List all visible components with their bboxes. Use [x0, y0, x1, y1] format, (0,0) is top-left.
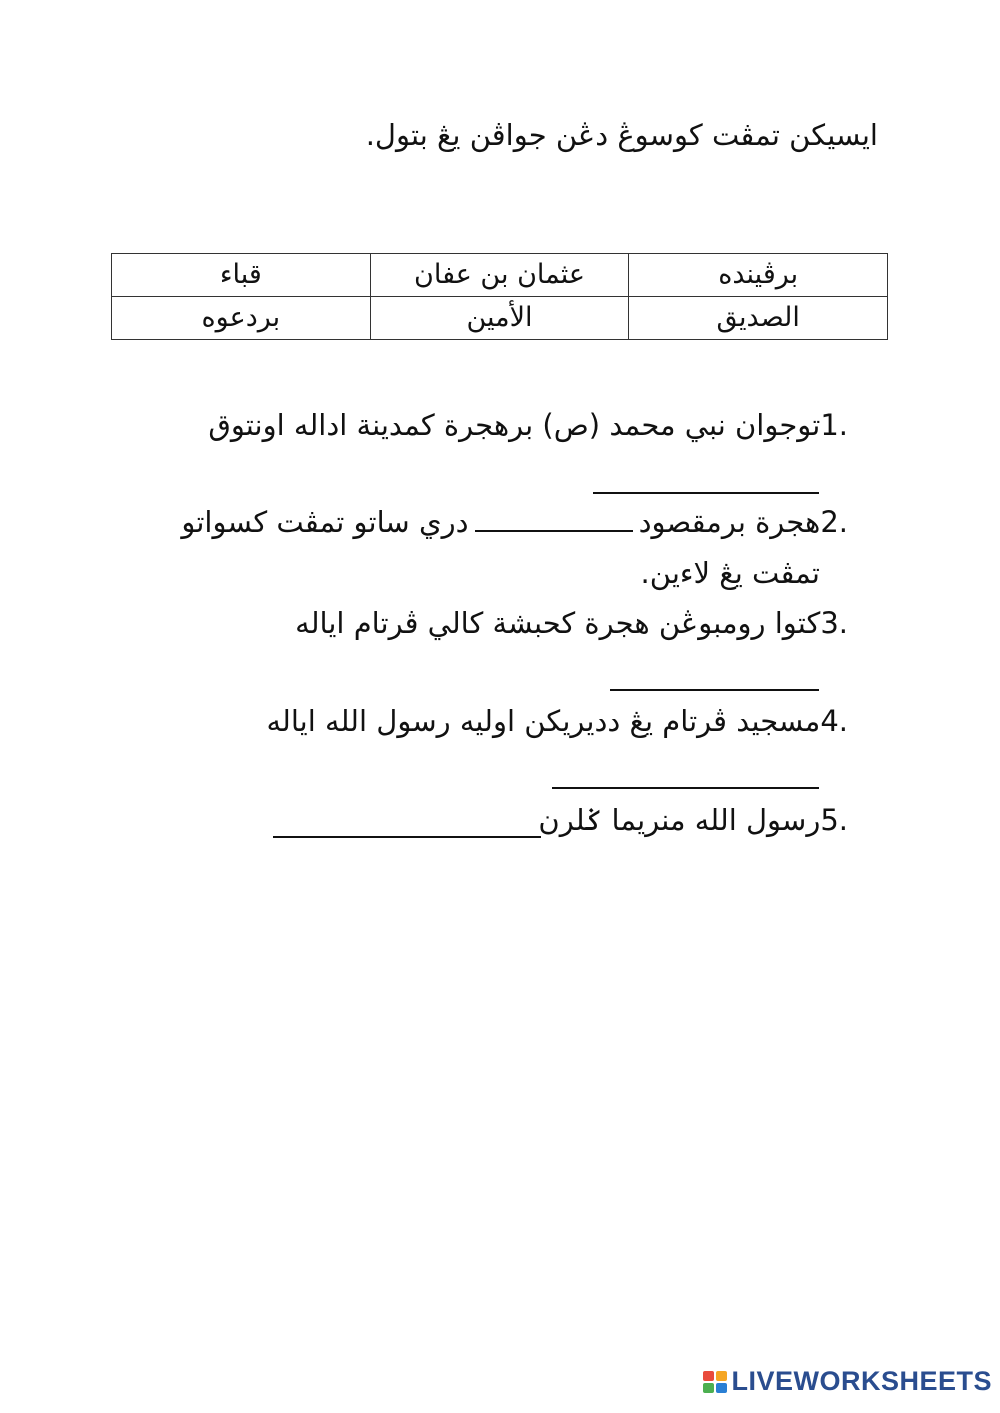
question-text: تمڤت يڠ لاءين. — [640, 556, 820, 590]
question-number: 5. — [820, 803, 848, 837]
instruction-text: ايسيكن تمڤت كوسوڠ دڠن جواڤن يڠ بتول. — [365, 118, 878, 152]
question-number: 3. — [820, 606, 848, 640]
question-3 — [295, 606, 848, 640]
question-text: دري ساتو تمڤت كسواتو — [181, 505, 469, 539]
word-bank-cell: الأمين — [370, 297, 629, 340]
answer-blank-3[interactable] — [610, 689, 819, 691]
answer-blank-5[interactable] — [273, 836, 541, 838]
question-text: كتوا رومبوڠن هجرة كحبشة كالي ڤرتام اياله — [295, 606, 821, 640]
word-bank-row — [112, 297, 888, 340]
word-bank-cell: بردعوه — [112, 297, 371, 340]
word-bank-cell: برڤينده — [629, 254, 888, 297]
question-1 — [208, 408, 848, 442]
word-bank-cell: قباء — [112, 254, 371, 297]
answer-blank-1[interactable] — [593, 492, 819, 494]
liveworksheets-brand-text: LIVEWORKSHEETS — [731, 1366, 992, 1396]
question-2-continuation — [641, 556, 820, 590]
answer-blank-4[interactable] — [552, 787, 819, 789]
question-text: رسول الله منريما ݢلرن — [538, 803, 821, 837]
question-text: توجوان نبي محمد (ص) برهجرة كمدينة اداله اونتوق — [208, 408, 821, 442]
word-bank-row — [112, 254, 888, 297]
question-text: مسجيد ڤرتام يڠ دديريكن اوليه رسول الله اياله — [266, 704, 821, 738]
word-bank-cell: الصديق — [629, 297, 888, 340]
question-text: هجرة برمقصود — [638, 505, 821, 539]
question-number: 4. — [820, 704, 848, 738]
question-number: 1. — [820, 408, 848, 442]
question-2 — [181, 505, 848, 539]
word-bank-cell: عثمان بن عفان — [370, 254, 629, 297]
word-bank-table — [111, 253, 888, 340]
liveworksheets-logo — [703, 1366, 992, 1397]
question-number: 2. — [820, 505, 848, 539]
question-4 — [266, 704, 848, 738]
question-5 — [538, 803, 848, 837]
answer-blank-2[interactable] — [475, 508, 633, 532]
liveworksheets-logo-icon — [703, 1371, 727, 1393]
